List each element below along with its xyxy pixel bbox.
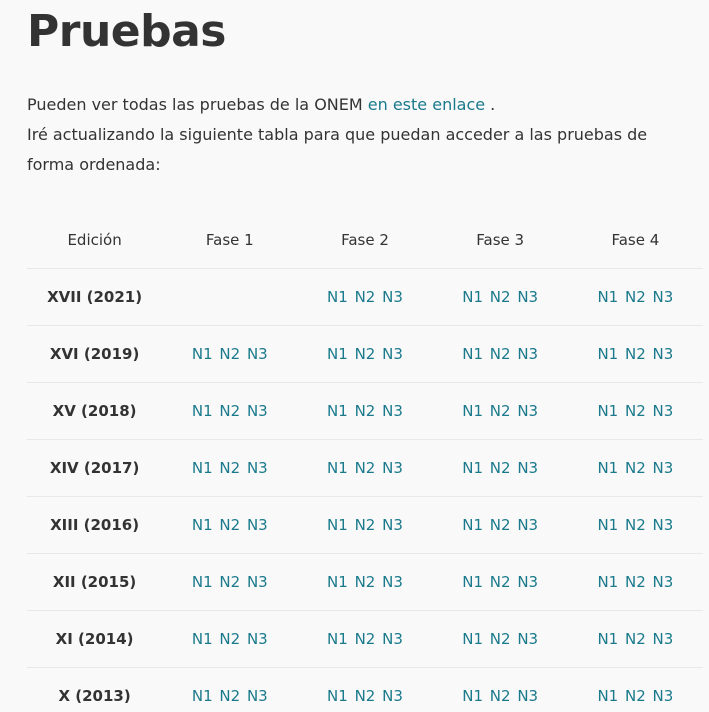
level-3-link[interactable]: N3 — [246, 345, 268, 363]
phase-4-cell — [568, 497, 703, 554]
level-2-link[interactable]: N2 — [624, 516, 646, 534]
edition-cell: XV (2018) — [27, 383, 162, 440]
phase-2-cell — [297, 269, 432, 326]
level-1-link[interactable]: N1 — [191, 402, 213, 420]
edition-cell: XII (2015) — [27, 554, 162, 611]
level-3-link[interactable]: N3 — [382, 402, 403, 420]
level-2-link[interactable]: N2 — [624, 630, 646, 648]
level-1-link[interactable]: N1 — [462, 402, 483, 420]
level-2-link[interactable]: N2 — [354, 687, 376, 705]
level-2-link[interactable]: N2 — [624, 345, 646, 363]
level-1-link[interactable]: N1 — [597, 630, 619, 648]
level-3-link[interactable]: N3 — [246, 402, 268, 420]
header-phase-4: Fase 4 — [568, 212, 703, 269]
level-1-link[interactable]: N1 — [327, 516, 348, 534]
level-2-link[interactable]: N2 — [354, 402, 376, 420]
level-1-link[interactable]: N1 — [597, 288, 619, 306]
level-2-link[interactable]: N2 — [354, 630, 376, 648]
edition-cell: XIV (2017) — [27, 440, 162, 497]
level-3-link[interactable]: N3 — [517, 345, 539, 363]
level-3-link[interactable]: N3 — [517, 516, 539, 534]
level-3-link[interactable]: N3 — [652, 345, 674, 363]
phase-2-cell — [297, 668, 432, 712]
level-2-link[interactable]: N2 — [489, 630, 511, 648]
level-1-link[interactable]: N1 — [462, 345, 483, 363]
level-1-link[interactable]: N1 — [191, 687, 213, 705]
phase-1-cell — [162, 383, 297, 440]
level-3-link[interactable]: N3 — [517, 687, 539, 705]
level-3-link[interactable]: N3 — [517, 288, 539, 306]
level-2-link[interactable]: N2 — [219, 630, 241, 648]
phase-4-cell — [568, 611, 703, 668]
table-row — [27, 668, 703, 712]
level-3-link[interactable]: N3 — [517, 573, 539, 591]
level-3-link[interactable]: N3 — [382, 345, 403, 363]
level-1-link[interactable]: N1 — [327, 459, 348, 477]
level-1-link[interactable]: N1 — [597, 516, 619, 534]
level-3-link[interactable]: N3 — [382, 687, 403, 705]
phase-1-cell — [162, 554, 297, 611]
level-1-link[interactable]: N1 — [462, 630, 483, 648]
level-3-link[interactable]: N3 — [246, 516, 268, 534]
level-3-link[interactable]: N3 — [652, 288, 674, 306]
level-1-link[interactable]: N1 — [327, 345, 348, 363]
level-1-link[interactable]: N1 — [191, 345, 213, 363]
level-2-link[interactable]: N2 — [489, 459, 511, 477]
phase-2-cell — [297, 611, 432, 668]
phase-1-cell — [162, 611, 297, 668]
level-2-link[interactable]: N2 — [354, 573, 376, 591]
level-1-link[interactable]: N1 — [462, 459, 483, 477]
level-3-link[interactable]: N3 — [382, 288, 403, 306]
phase-1-cell — [162, 440, 297, 497]
level-3-link[interactable]: N3 — [652, 459, 674, 477]
phase-4-cell — [568, 269, 703, 326]
level-2-link[interactable]: N2 — [624, 459, 646, 477]
level-3-link[interactable]: N3 — [652, 687, 674, 705]
phase-2-cell — [297, 383, 432, 440]
phase-1-cell — [162, 497, 297, 554]
phase-2-cell — [297, 497, 432, 554]
level-2-link[interactable]: N2 — [219, 402, 241, 420]
level-2-link[interactable]: N2 — [489, 288, 511, 306]
level-2-link[interactable]: N2 — [489, 402, 511, 420]
edition-cell: XI (2014) — [27, 611, 162, 668]
edition-cell: XVII (2021) — [27, 269, 162, 326]
level-3-link[interactable]: N3 — [246, 630, 268, 648]
level-3-link[interactable]: N3 — [517, 630, 539, 648]
level-1-link[interactable]: N1 — [327, 687, 348, 705]
table-row — [27, 497, 703, 554]
phase-3-cell — [433, 497, 568, 554]
level-2-link[interactable]: N2 — [489, 345, 511, 363]
phase-3-cell — [433, 611, 568, 668]
level-3-link[interactable]: N3 — [382, 630, 403, 648]
phase-4-cell — [568, 668, 703, 712]
level-3-link[interactable]: N3 — [652, 573, 674, 591]
intro-line-1-end: . — [485, 95, 496, 114]
level-1-link[interactable]: N1 — [327, 630, 348, 648]
intro-line-1-text: Pueden ver todas las pruebas de la ONEM — [27, 95, 368, 114]
level-2-link[interactable]: N2 — [624, 402, 646, 420]
level-1-link[interactable]: N1 — [462, 288, 483, 306]
table-row — [27, 383, 703, 440]
phase-2-cell — [297, 554, 432, 611]
phase-1-cell — [162, 668, 297, 712]
table-row — [27, 611, 703, 668]
level-1-link[interactable]: N1 — [597, 402, 619, 420]
edition-cell: X (2013) — [27, 668, 162, 712]
phase-3-cell — [433, 269, 568, 326]
level-1-link[interactable]: N1 — [597, 345, 619, 363]
level-1-link[interactable]: N1 — [462, 687, 483, 705]
level-1-link[interactable]: N1 — [462, 516, 483, 534]
header-edition: Edición — [27, 212, 162, 269]
phase-1-cell — [162, 269, 297, 326]
level-2-link[interactable]: N2 — [354, 345, 376, 363]
table-row — [27, 440, 703, 497]
level-1-link[interactable]: N1 — [327, 288, 348, 306]
level-3-link[interactable]: N3 — [517, 459, 539, 477]
level-3-link[interactable]: N3 — [246, 687, 268, 705]
level-2-link[interactable]: N2 — [219, 516, 241, 534]
phase-2-cell — [297, 326, 432, 383]
level-3-link[interactable]: N3 — [652, 516, 674, 534]
level-1-link[interactable]: N1 — [597, 687, 619, 705]
tests-table-body — [27, 269, 703, 712]
level-3-link[interactable]: N3 — [246, 459, 268, 477]
level-1-link[interactable]: N1 — [191, 630, 213, 648]
phase-3-cell — [433, 440, 568, 497]
header-phase-3: Fase 3 — [433, 212, 568, 269]
level-2-link[interactable]: N2 — [624, 288, 646, 306]
table-row — [27, 326, 703, 383]
level-1-link[interactable]: N1 — [191, 459, 213, 477]
phase-2-cell — [297, 440, 432, 497]
tests-table — [27, 212, 703, 712]
level-3-link[interactable]: N3 — [382, 516, 403, 534]
level-2-link[interactable]: N2 — [489, 687, 511, 705]
phase-3-cell — [433, 668, 568, 712]
level-2-link[interactable]: N2 — [219, 459, 241, 477]
table-row — [27, 554, 703, 611]
level-2-link[interactable]: N2 — [354, 288, 376, 306]
level-2-link[interactable]: N2 — [489, 573, 511, 591]
level-3-link[interactable]: N3 — [382, 573, 403, 591]
intro-text — [27, 90, 687, 180]
table-row — [27, 269, 703, 326]
phase-4-cell — [568, 383, 703, 440]
phase-4-cell — [568, 554, 703, 611]
intro-line-2: Iré actualizando la siguiente tabla para que puedan acceder a las pruebas de forma ordenada: — [27, 125, 648, 174]
intro-line-1 — [27, 90, 687, 120]
phase-4-cell — [568, 440, 703, 497]
header-phase-2: Fase 2 — [297, 212, 432, 269]
level-3-link[interactable]: N3 — [652, 630, 674, 648]
phase-3-cell — [433, 383, 568, 440]
level-2-link[interactable]: N2 — [219, 345, 241, 363]
phase-3-cell — [433, 326, 568, 383]
level-2-link[interactable]: N2 — [354, 459, 376, 477]
level-2-link[interactable]: N2 — [219, 573, 241, 591]
level-2-link[interactable]: N2 — [624, 687, 646, 705]
edition-cell: XIII (2016) — [27, 497, 162, 554]
level-2-link[interactable]: N2 — [489, 516, 511, 534]
level-1-link[interactable]: N1 — [191, 516, 213, 534]
phase-4-cell — [568, 326, 703, 383]
onem-tests-link[interactable]: en este enlace — [367, 95, 486, 114]
level-3-link[interactable]: N3 — [382, 459, 403, 477]
level-1-link[interactable]: N1 — [597, 459, 619, 477]
level-1-link[interactable]: N1 — [327, 402, 348, 420]
level-1-link[interactable]: N1 — [462, 573, 483, 591]
edition-cell: XVI (2019) — [27, 326, 162, 383]
page-title: Pruebas — [27, 6, 226, 57]
level-3-link[interactable]: N3 — [652, 402, 674, 420]
phase-3-cell — [433, 554, 568, 611]
level-2-link[interactable]: N2 — [219, 687, 241, 705]
level-1-link[interactable]: N1 — [597, 573, 619, 591]
phase-1-cell — [162, 326, 297, 383]
level-3-link[interactable]: N3 — [517, 402, 539, 420]
level-2-link[interactable]: N2 — [624, 573, 646, 591]
level-3-link[interactable]: N3 — [246, 573, 268, 591]
level-2-link[interactable]: N2 — [354, 516, 376, 534]
level-1-link[interactable]: N1 — [327, 573, 348, 591]
level-1-link[interactable]: N1 — [191, 573, 213, 591]
table-header-row — [27, 212, 703, 269]
header-phase-1: Fase 1 — [162, 212, 297, 269]
